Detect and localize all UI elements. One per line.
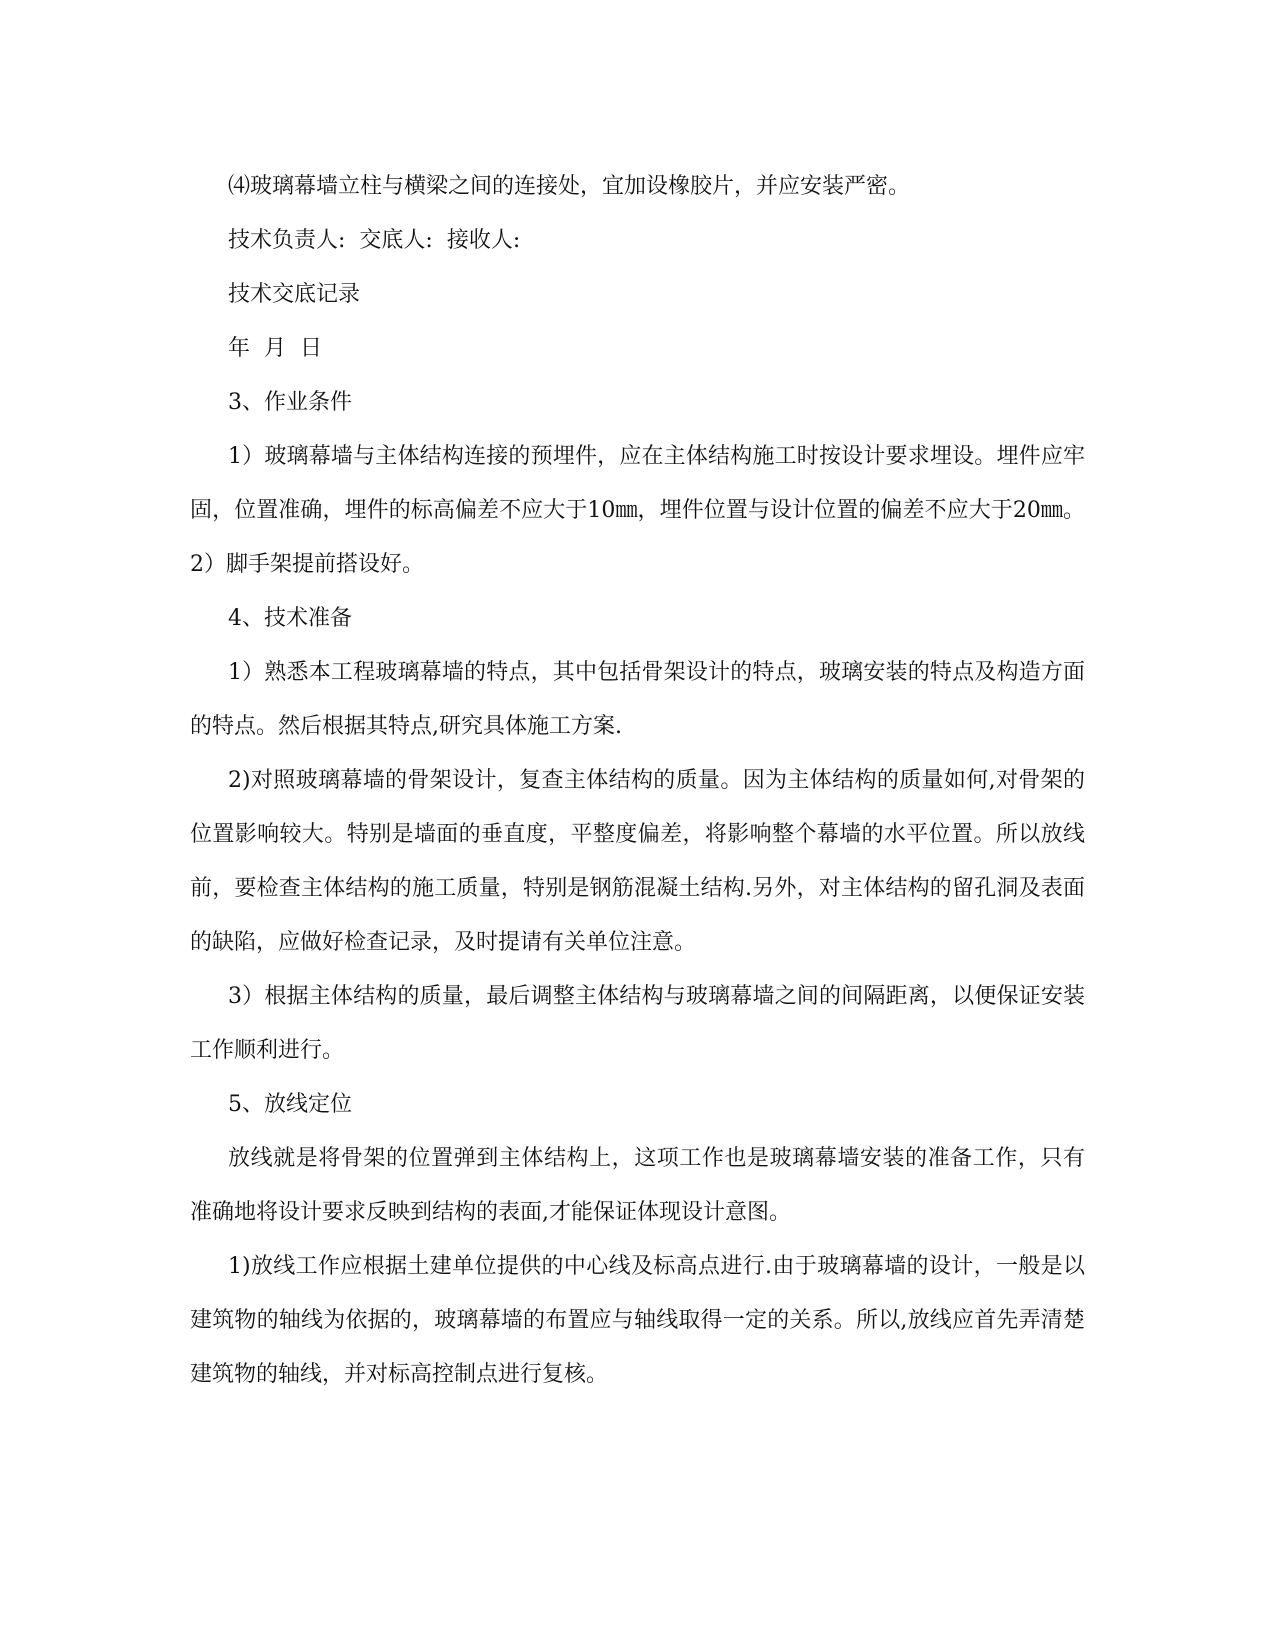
receiver-label: 接收人: xyxy=(446,228,521,253)
date-day: 日 xyxy=(300,336,323,361)
date-row xyxy=(190,322,1085,376)
record-title: 技术交底记录 xyxy=(228,282,361,307)
section-5-paragraph-1: 放线就是将骨架的位置弹到主体结构上，这项工作也是玻璃幕墙安装的准备工作，只有准确地将设计要求反映到结构的表面,才能保证体现设计意图。 xyxy=(190,1146,1085,1225)
section-3-heading: 3、作业条件 xyxy=(228,390,352,415)
date-year: 年 xyxy=(228,336,251,361)
paragraph-item-4: ⑷玻璃幕墙立柱与横梁之间的连接处，宜加设橡胶片，并应安装严密。 xyxy=(228,174,911,199)
tech-lead-label: 技术负责人: xyxy=(228,228,346,253)
signature-row xyxy=(190,214,1085,268)
section-4-heading: 4、技术准备 xyxy=(228,606,352,631)
section-4-paragraph-3: 3）根据主体结构的质量，最后调整主体结构与玻璃幕墙之间的间隔距离，以便保证安装工作顺利进行。 xyxy=(190,984,1085,1063)
section-4-paragraph-1: 1）熟悉本工程玻璃幕墙的特点，其中包括骨架设计的特点，玻璃安装的特点及构造方面的特点。然后根据其特点,研究具体施工方案. xyxy=(190,660,1085,739)
section-5-paragraph-2: 1)放线工作应根据土建单位提供的中心线及标高点进行.由于玻璃幕墙的设计，一般是以建筑物的轴线为依据的，玻璃幕墙的布置应与轴线取得一定的关系。所以,放线应首先弄清楚建筑物的轴线，并对标高控制点进行复核。 xyxy=(190,1254,1085,1387)
section-5-heading: 5、放线定位 xyxy=(228,1092,352,1117)
date-month: 月 xyxy=(264,336,287,361)
section-3-paragraph-1: 1）玻璃幕墙与主体结构连接的预埋件，应在主体结构施工时按设计要求埋设。埋件应牢固，位置准确，埋件的标高偏差不应大于10㎜，埋件位置与设计位置的偏差不应大于20㎜。2）脚手架提前搭设好。 xyxy=(190,444,1085,577)
discloser-label: 交底人: xyxy=(359,228,433,253)
section-4-paragraph-2: 2)对照玻璃幕墙的骨架设计，复查主体结构的质量。因为主体结构的质量如何,对骨架的位置影响较大。特别是墙面的垂直度，平整度偏差，将影响整个幕墙的水平位置。所以放线前，要检查主体结构的施工质量，特别是钢筋混凝土结构.另外，对主体结构的留孔洞及表面的缺陷，应做好检查记录，及时提请有关单位注意。 xyxy=(190,768,1085,955)
